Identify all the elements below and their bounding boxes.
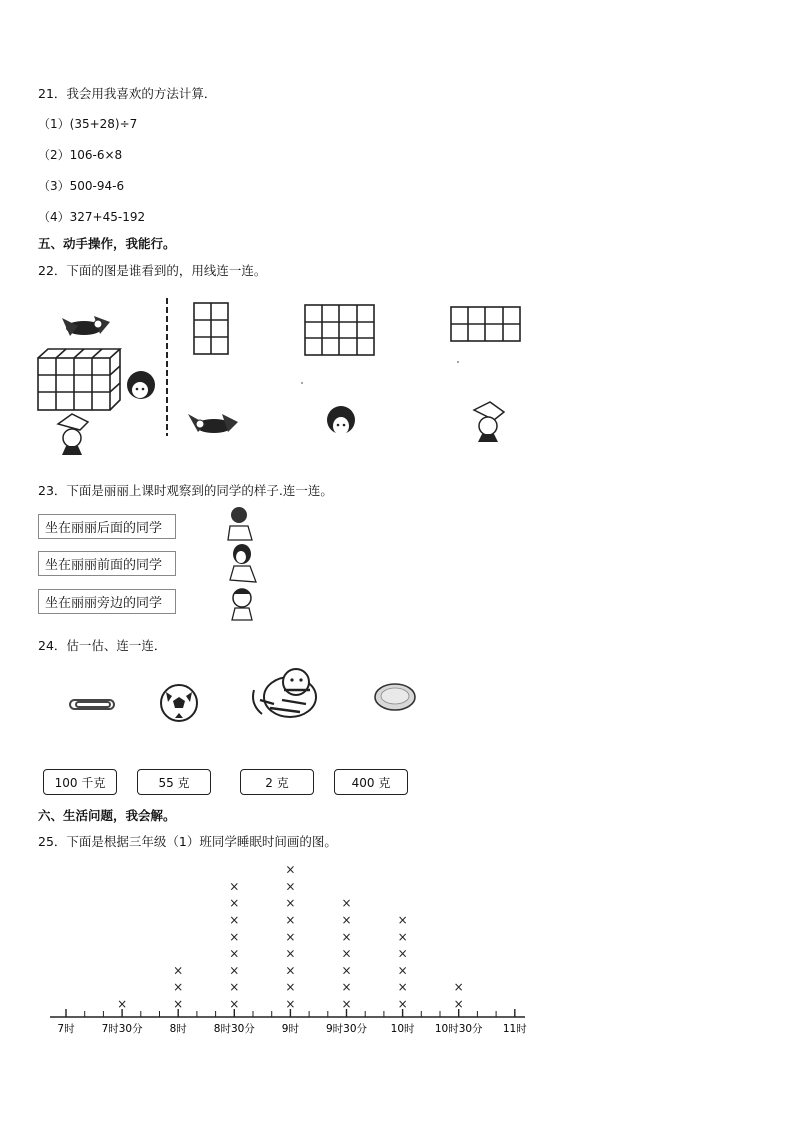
data-mark: × bbox=[285, 896, 296, 911]
label-beside-lili: 坐在丽丽旁边的同学 bbox=[38, 589, 176, 614]
data-mark: × bbox=[397, 980, 408, 995]
data-mark: × bbox=[285, 879, 296, 894]
data-mark: × bbox=[229, 929, 240, 944]
data-mark: × bbox=[453, 980, 464, 995]
weight-box-400g: 400 克 bbox=[334, 769, 408, 795]
data-mark: × bbox=[285, 963, 296, 978]
data-mark: × bbox=[341, 997, 352, 1011]
data-mark: × bbox=[285, 862, 296, 877]
data-mark: × bbox=[397, 913, 408, 927]
data-mark: × bbox=[229, 946, 240, 961]
q24-title: 24．估一估、连一连． bbox=[38, 638, 167, 653]
data-mark: × bbox=[285, 929, 296, 944]
data-mark: × bbox=[173, 997, 184, 1011]
data-mark: × bbox=[341, 980, 352, 995]
data-mark: × bbox=[229, 963, 240, 978]
weight-box-100kg: 100 千克 bbox=[43, 769, 117, 795]
data-mark: × bbox=[397, 946, 408, 961]
q25-title: 25．下面是根据三年级（1）班同学睡眠时间画的图。 bbox=[38, 834, 337, 849]
x-tick-label: 11时 bbox=[502, 1023, 527, 1035]
x-tick-label: 9时30分 bbox=[325, 1023, 368, 1035]
x-tick-label: 7时 bbox=[57, 1023, 75, 1035]
data-mark: × bbox=[397, 929, 408, 944]
data-mark: × bbox=[285, 913, 296, 927]
label-behind-lili: 坐在丽丽后面的同学 bbox=[38, 514, 176, 539]
data-mark: × bbox=[229, 913, 240, 927]
q23-title: 23．下面是丽丽上课时观察到的同学的样子.连一连。 bbox=[38, 483, 333, 498]
data-mark: × bbox=[229, 879, 240, 894]
weight-box-2g: 2 克 bbox=[240, 769, 314, 795]
q21-item-2: （2）106-6×8 bbox=[38, 148, 123, 162]
data-mark: × bbox=[173, 963, 184, 978]
x-tick-label: 10时30分 bbox=[434, 1023, 483, 1035]
label-front-lili: 坐在丽丽前面的同学 bbox=[38, 551, 176, 576]
data-mark: × bbox=[341, 896, 352, 911]
x-tick-label: 8时30分 bbox=[213, 1023, 255, 1035]
data-mark: × bbox=[229, 997, 240, 1011]
q21-title: 21．我会用我喜欢的方法计算． bbox=[38, 86, 217, 101]
data-mark: × bbox=[397, 997, 408, 1011]
x-tick-label: 8时 bbox=[169, 1023, 187, 1035]
q22-title: 22．下面的图是谁看到的，用线连一连。 bbox=[38, 263, 267, 278]
data-mark: × bbox=[285, 980, 296, 995]
q21-item-3: （3）500-94-6 bbox=[38, 179, 125, 193]
data-mark: × bbox=[285, 997, 296, 1011]
data-mark: × bbox=[229, 980, 240, 995]
data-mark: × bbox=[285, 946, 296, 961]
section-6-heading: 六、生活问题，我会解。 bbox=[38, 808, 176, 823]
data-mark: × bbox=[117, 997, 128, 1011]
data-mark: × bbox=[341, 963, 352, 978]
data-mark: × bbox=[341, 913, 352, 927]
q21-item-1: （1）(35+28)÷7 bbox=[38, 117, 138, 131]
data-mark: × bbox=[229, 896, 240, 911]
data-mark: × bbox=[453, 997, 464, 1011]
q21-item-4: （4）327+45-192 bbox=[38, 210, 146, 224]
data-mark: × bbox=[341, 929, 352, 944]
weight-box-55g: 55 克 bbox=[137, 769, 211, 795]
section-5-heading: 五、动手操作，我能行。 bbox=[38, 236, 176, 251]
data-mark: × bbox=[341, 946, 352, 961]
data-mark: × bbox=[173, 980, 184, 995]
x-tick-label: 9时 bbox=[281, 1023, 299, 1035]
x-tick-label: 7时30分 bbox=[101, 1023, 143, 1035]
x-tick-label: 10时 bbox=[390, 1023, 415, 1035]
data-mark: × bbox=[397, 963, 408, 978]
